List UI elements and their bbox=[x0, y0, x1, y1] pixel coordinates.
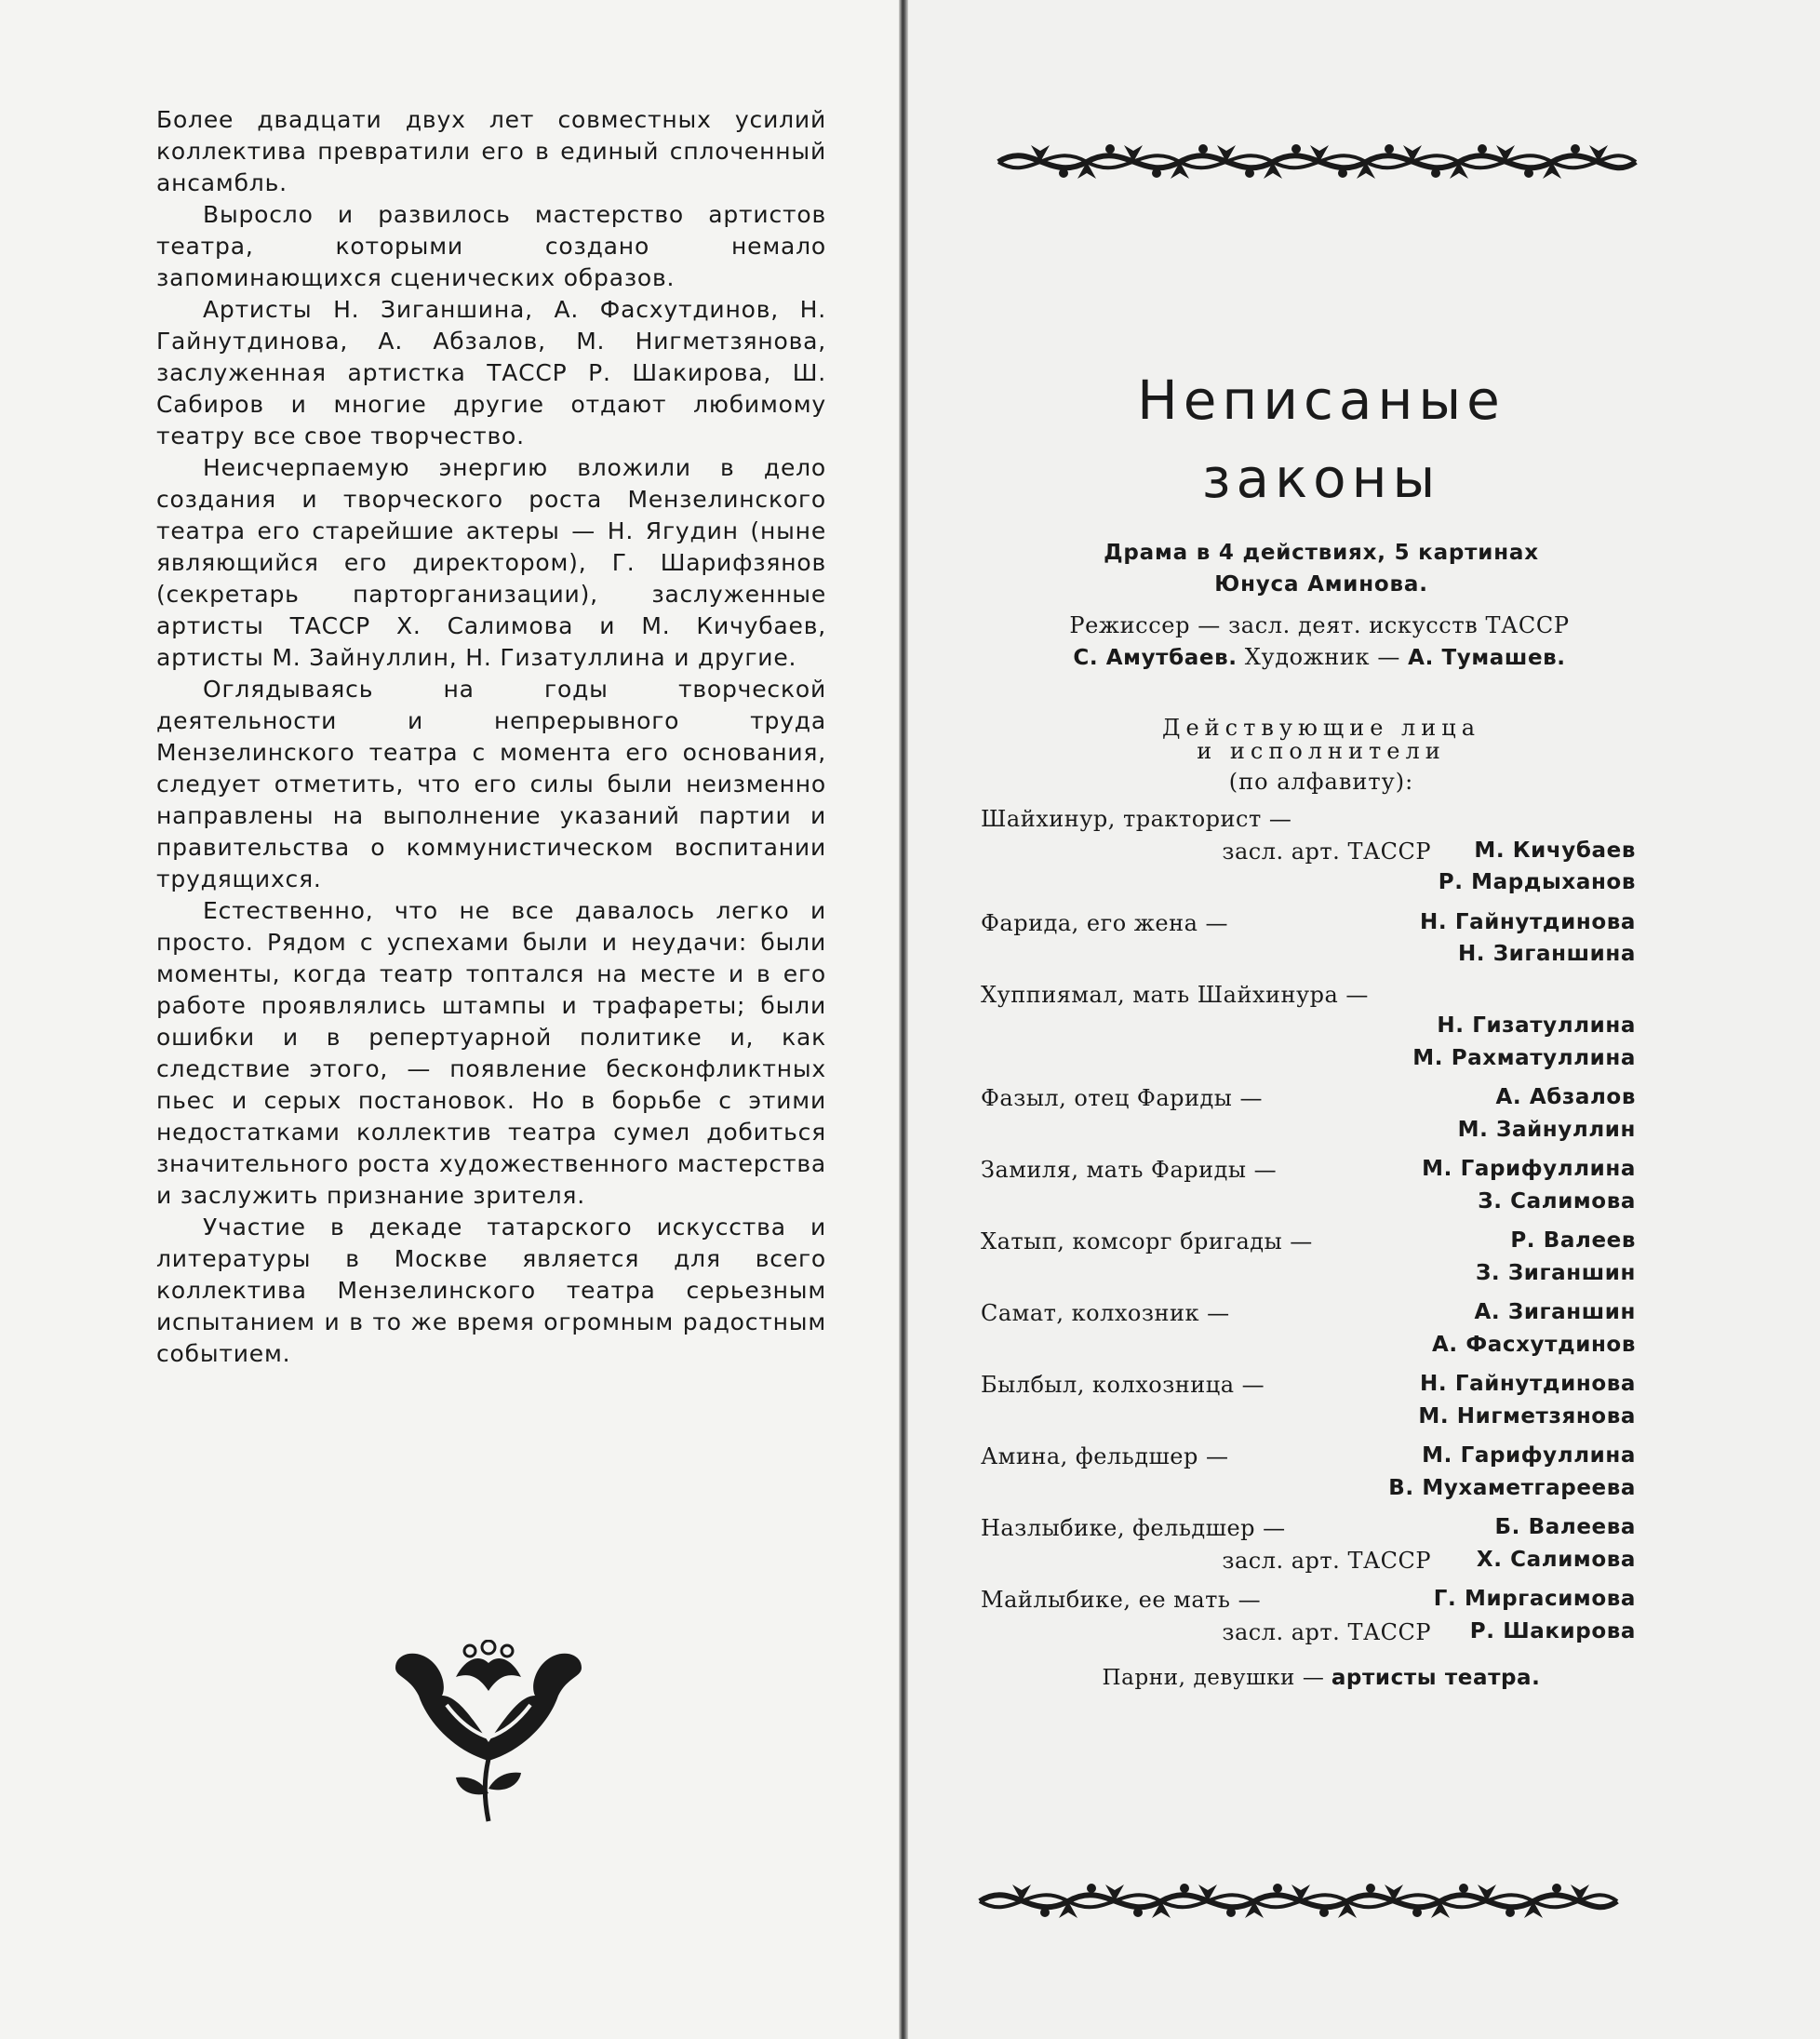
cast-heading-line-1: Действующие лица bbox=[1161, 715, 1481, 741]
cast-heading-line-3: (по алфавиту): bbox=[1228, 769, 1414, 795]
character-role: Былбыл, колхозница — bbox=[981, 1372, 1265, 1398]
play-genre: Драма в 4 действиях, 5 картинах bbox=[1104, 541, 1539, 565]
actor-name: Н. Гизатуллина bbox=[1437, 1013, 1636, 1038]
actor-name: М. Гарифуллина bbox=[1422, 1157, 1636, 1181]
history-text bbox=[156, 104, 826, 1370]
cast-spacer bbox=[981, 1221, 1636, 1228]
cast-row bbox=[981, 910, 1636, 943]
actor-name: М. Рахматуллина bbox=[1412, 1045, 1636, 1070]
tulip-emblem-icon bbox=[391, 1640, 586, 1826]
cast-spacer bbox=[981, 1651, 1636, 1658]
actor-name: Р. Шакирова bbox=[1469, 1618, 1636, 1643]
cast-row bbox=[981, 1619, 1636, 1652]
character-role: Самат, колхозник — bbox=[981, 1300, 1230, 1326]
actor-name: З. Зиганшин bbox=[1475, 1260, 1636, 1285]
cast-row bbox=[981, 1404, 1636, 1437]
cast-row bbox=[981, 1085, 1636, 1118]
paragraph: Артисты Н. Зиганшина, А. Фасхутдинов, Н. Гайнутдинова, А. Абзалов, М. Нигметзянова, заслуженная артистка ТАССР Р. Шакирова, Ш. Сабиров и многие другие отдают любимому театру все свое творчество. bbox=[156, 296, 826, 449]
cast-row bbox=[981, 1443, 1636, 1476]
cast-row bbox=[981, 1476, 1636, 1509]
character-role: Амина, фельдшер — bbox=[981, 1443, 1229, 1469]
closing-actors: артисты театра. bbox=[1331, 1666, 1541, 1690]
actor-name: Х. Салимова bbox=[1476, 1547, 1636, 1572]
cast-row bbox=[981, 1548, 1636, 1580]
paragraph: Более двадцати двух лет совместных усилий коллектива превратили его в единый сплоченный ансамбль. bbox=[156, 106, 826, 196]
character-role: Фазыл, отец Фариды — bbox=[981, 1085, 1264, 1111]
actor-name: Н. Гайнутдинова bbox=[1420, 909, 1636, 934]
actor-name: Н. Гайнутдинова bbox=[1420, 1372, 1636, 1396]
cast-row bbox=[981, 1372, 1636, 1404]
actor-name: А. Абзалов bbox=[1495, 1085, 1636, 1109]
character-role: Майлыбике, ее мать — bbox=[981, 1587, 1262, 1613]
play-title-line-2: законы bbox=[1201, 447, 1441, 510]
cast-row bbox=[981, 1587, 1636, 1619]
actor-name: М. Зайнуллин bbox=[1457, 1117, 1636, 1142]
artist-name: А. Тумашев. bbox=[1408, 646, 1566, 670]
actor-name: Р. Мардыханов bbox=[1438, 870, 1636, 894]
actor-name: Г. Миргасимова bbox=[1433, 1587, 1636, 1611]
cast-spacer bbox=[981, 1149, 1636, 1157]
cast-spacer bbox=[981, 1293, 1636, 1300]
honorary-title: засл. арт. ТАССР bbox=[1222, 1547, 1431, 1574]
cast-spacer bbox=[981, 1508, 1636, 1515]
cast-spacer bbox=[981, 1364, 1636, 1372]
paragraph: Участие в декаде татарского искусства и литературы в Москве является для всего коллектива Мензелинского театра серьезным испытанием и в то же время огромным радостным событием. bbox=[156, 1214, 826, 1367]
cast-row bbox=[981, 1046, 1636, 1079]
director-name: С. Амутбаев. bbox=[1073, 646, 1238, 670]
actor-name: М. Нигметзянова bbox=[1418, 1403, 1636, 1429]
cast-row bbox=[981, 1333, 1636, 1365]
cast-row bbox=[981, 1118, 1636, 1150]
cast-heading-line-2: и исполнители bbox=[1197, 738, 1446, 764]
cast-row bbox=[981, 1157, 1636, 1189]
actor-name: М. Гарифуллина bbox=[1422, 1443, 1636, 1468]
character-role: Назлыбике, фельдшер — bbox=[981, 1515, 1286, 1541]
credits-line-2 bbox=[1003, 644, 1636, 670]
actor-name: А. Фасхутдинов bbox=[1431, 1332, 1636, 1357]
cast-row bbox=[981, 1515, 1636, 1548]
paragraph: Неисчерпаемую энергию вложили в дело создания и творческого роста Мензелинского театра его старейшие актеры — Н. Ягудин (ныне являющийся его директором), Г. Шарифзянов (секретарь парторганизации), заслуженные артисты ТАССР Х. Салимова и М. Кичубаев, артисты М. Зайнуллин, Н. Гизатуллина и другие. bbox=[156, 454, 826, 671]
cast-row bbox=[981, 942, 1636, 974]
actor-name: М. Кичубаев bbox=[1474, 838, 1636, 863]
cast-list bbox=[981, 806, 1636, 1658]
character-role: Замиля, мать Фариды — bbox=[981, 1157, 1278, 1183]
character-role: Фарида, его жена — bbox=[981, 909, 1229, 936]
paragraph: Выросло и развилось мастерство артистов театра, которыми создано немало запоминающихся сценических образов. bbox=[156, 201, 826, 291]
honorary-title: засл. арт. ТАССР bbox=[1222, 838, 1431, 865]
cast-row bbox=[981, 1189, 1636, 1222]
closing-line bbox=[1033, 1666, 1610, 1690]
cast-row bbox=[981, 1228, 1636, 1261]
cast-row bbox=[981, 1013, 1636, 1046]
closing-role: Парни, девушки — bbox=[1102, 1666, 1325, 1690]
cast-spacer bbox=[981, 974, 1636, 982]
cast-row bbox=[981, 982, 1636, 1014]
play-title-line-1: Неписаные bbox=[1137, 369, 1506, 432]
cast-spacer bbox=[981, 1078, 1636, 1085]
actor-name: Р. Валеев bbox=[1510, 1228, 1636, 1253]
director-credit-role: Режиссер — засл. деят. искусств ТАССР bbox=[1069, 612, 1570, 638]
cast-row bbox=[981, 838, 1636, 871]
actor-name: Б. Валеева bbox=[1494, 1515, 1636, 1539]
actor-name: В. Мухаметгареева bbox=[1388, 1475, 1636, 1500]
paragraph: Естественно, что не все давалось легко и просто. Рядом с успехами были и неудачи: были моменты, когда театр топтался на месте и в его работе проявлялись штампы и трафареты; были ошибки и в репертуарной политике и, как следствие этого, — появление бесконфликтных пьес и серых постановок. Но в борьбе с этими недостатками коллектив театра сумел добиться значительного роста художественного мастерства и заслужить признание зрителя. bbox=[156, 897, 826, 1209]
floral-ornament-bottom-icon bbox=[975, 1875, 1623, 1927]
cast-spacer bbox=[981, 1579, 1636, 1587]
cast-row bbox=[981, 806, 1636, 838]
character-role: Хатып, комсорг бригады — bbox=[981, 1228, 1313, 1254]
actor-name: А. Зиганшин bbox=[1474, 1300, 1636, 1324]
character-role: Шайхинур, тракторист — bbox=[981, 806, 1292, 832]
actor-name: Н. Зиганшина bbox=[1457, 942, 1636, 966]
honorary-title: засл. арт. ТАССР bbox=[1222, 1618, 1431, 1645]
left-page bbox=[0, 0, 903, 2039]
paragraph: Оглядываясь на годы творческой деятельности и непрерывного труда Мензелинского театра с момента его основания, следует отметить, что его силы были неизменно направлены на выполнение указаний партии и правительства о коммунистическом воспитании трудящихся. bbox=[156, 676, 826, 892]
artist-credit-role: Художник — bbox=[1244, 644, 1400, 670]
cast-row bbox=[981, 870, 1636, 903]
play-author: Юнуса Аминова. bbox=[1214, 572, 1428, 597]
cast-spacer bbox=[981, 903, 1636, 910]
book-gutter bbox=[899, 0, 908, 2039]
character-role: Хуппиямал, мать Шайхинура — bbox=[981, 981, 1369, 1008]
cast-row bbox=[981, 1261, 1636, 1294]
actor-name: З. Салимова bbox=[1478, 1188, 1636, 1214]
cast-row bbox=[981, 1300, 1636, 1333]
floral-ornament-top-icon bbox=[994, 136, 1641, 188]
cast-spacer bbox=[981, 1436, 1636, 1443]
